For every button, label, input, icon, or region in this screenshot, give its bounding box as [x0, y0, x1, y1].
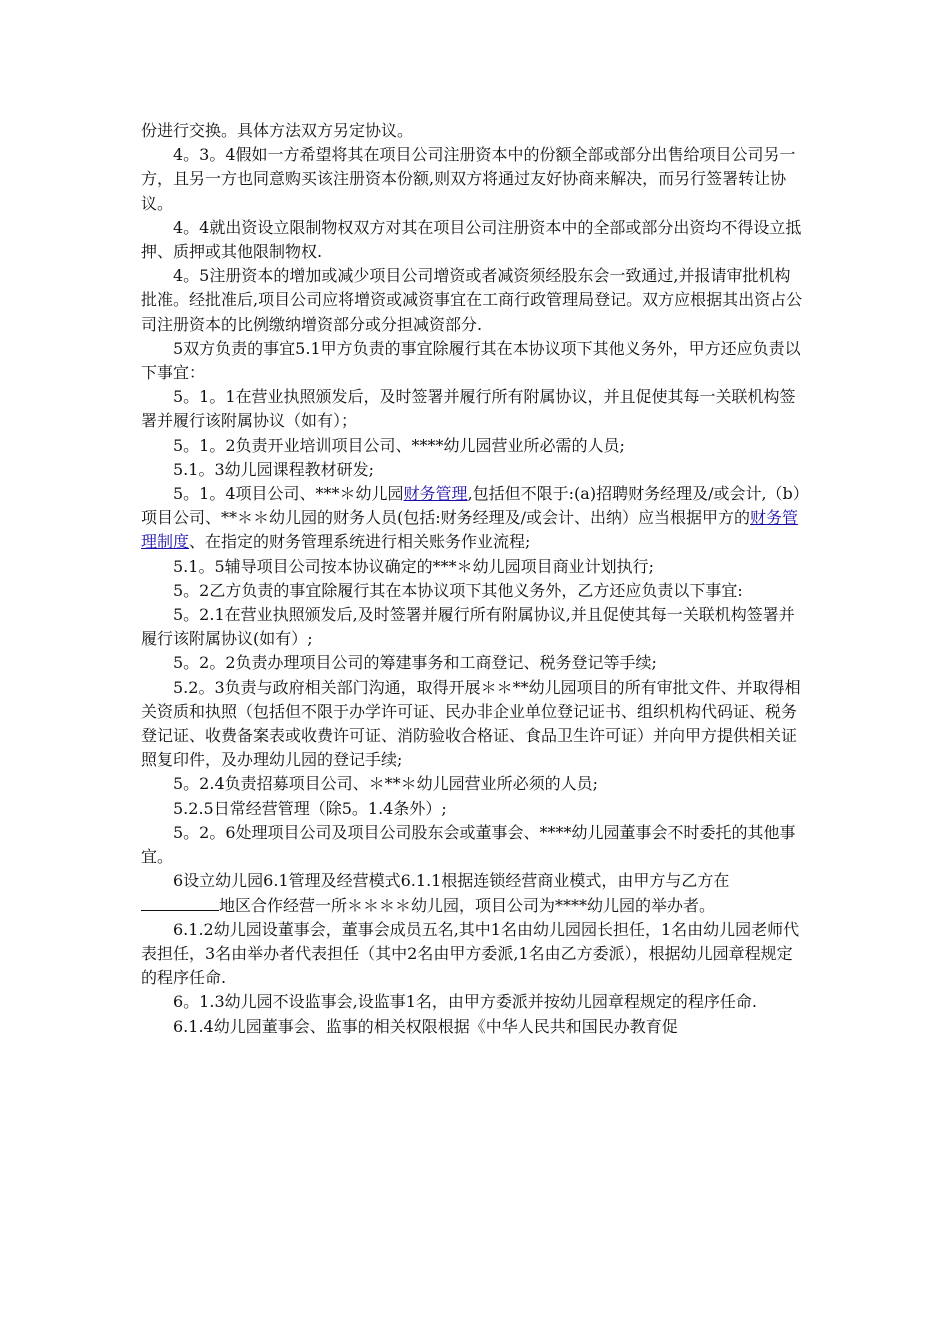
text-span: 、在指定的财务管理系统进行相关账务作业流程;: [189, 532, 531, 552]
paragraph: 6。1.3幼儿园不设监事会,设监事1名，由甲方委派并按幼儿园章程规定的程序任命.: [173, 992, 757, 1012]
paragraph: 份进行交换。具体方法双方另定协议。: [141, 121, 414, 140]
financial-management-link[interactable]: 财务管理: [403, 484, 468, 504]
paragraph: 5。1。2负责开业培训项目公司、****幼儿园营业所必需的人员;: [173, 435, 625, 455]
paragraph: 6.1.4幼儿园董事会、监事的相关权限根据《中华人民共和国民办教育促: [173, 1016, 678, 1036]
paragraph: 5。2。6处理项目公司及项目公司股东会或董事会、****幼儿园董事会不时委托的其他事宜。: [141, 822, 796, 867]
financial-management-system-link[interactable]: 财务管理制度: [141, 508, 799, 552]
document-body: [141, 119, 806, 1039]
paragraph: 5。2。2负责办理项目公司的筹建事务和工商登记、税务登记等手续;: [173, 653, 657, 673]
text-span: 5。1。4项目公司、***＊幼儿园: [173, 484, 404, 504]
paragraph: 5.1。5辅导项目公司按本协议确定的***＊幼儿园项目商业计划执行;: [173, 556, 655, 576]
paragraph: 6.1.2幼儿园设董事会，董事会成员五名,其中1名由幼儿园园长担任，1名由幼儿园老师代表担任，3名由举办者代表担任（其中2名由甲方委派,1名由乙方委派），根据幼儿园章程规定的程序任命.: [141, 919, 800, 988]
text-span: 6设立幼儿园6.1管理及经营模式6.1.1根据连锁经营商业模式，由甲方与乙方在: [173, 871, 730, 891]
paragraph: 5。2乙方负责的事宜除履行其在本协议项下其他义务外，乙方还应负责以下事宜:: [173, 580, 743, 600]
paragraph: 5。2.1在营业执照颁发后,及时签署并履行所有附属协议,并且促使其每一关联机构签署并履行该附属协议(如有）;: [141, 605, 795, 649]
paragraph: 5。1。1在营业执照颁发后，及时签署并履行所有附属协议，并且促使其每一关联机构签署并履行该附属协议（如有）；: [141, 387, 796, 431]
paragraph: 4。4就出资设立限制物权双方对其在项目公司注册资本中的全部或部分出资均不得设立抵押、质押或其他限制物权.: [141, 217, 802, 262]
paragraph-with-links: [141, 482, 806, 555]
paragraph: 5双方负责的事宜5.1甲方负责的事宜除履行其在本协议项下其他义务外，甲方还应负责以下事宜：: [141, 338, 801, 383]
paragraph: 4。5注册资本的增加或减少项目公司增资或者减资须经股东会一致通过,并报请审批机构批准。经批准后,项目公司应将增资或减资事宜在工商行政管理局登记。双方应根据其出资占公司注册资本的比例缴纳增资部分或分担减资部分.: [141, 266, 803, 334]
fill-in-blank: [141, 896, 219, 911]
text-span: ,包括但不限于:(a)招聘财务经理及/或会计,（b）项目公司、**＊＊幼儿园的财务人员(包括:财务经理及/或会计、出纳）应当根据甲方的: [141, 484, 801, 528]
paragraph: 4。3。4假如一方希望将其在项目公司注册资本中的份额全部或部分出售给项目公司另一方，且另一方也同意购买该注册资本份额,则双方将通过友好协商来解决，而另行签署转让协议。: [141, 145, 796, 213]
paragraph: 5.2。3负责与政府相关部门沟通，取得开展＊＊**幼儿园项目的所有审批文件、并取得相关资质和执照（包括但不限于办学许可证、民办非企业单位登记证书、组织机构代码证、税务登记证、收费备案表或收费许可证、消防验收合格证、食品卫生许可证）并向甲方提供相关证照复印件，及办理幼儿园的登记手续;: [141, 677, 801, 770]
paragraph-with-blank: [141, 869, 806, 917]
paragraph: 5。2.4负责招募项目公司、＊**＊幼儿园营业所必须的人员;: [173, 774, 599, 794]
text-span: 地区合作经营一所＊＊＊＊幼儿园，项目公司为****幼儿园的举办者。: [219, 895, 716, 915]
paragraph: 5.1。3幼儿园课程教材研发;: [173, 459, 375, 479]
paragraph: 5.2.5日常经营管理（除5。1.4条外）;: [173, 798, 447, 818]
